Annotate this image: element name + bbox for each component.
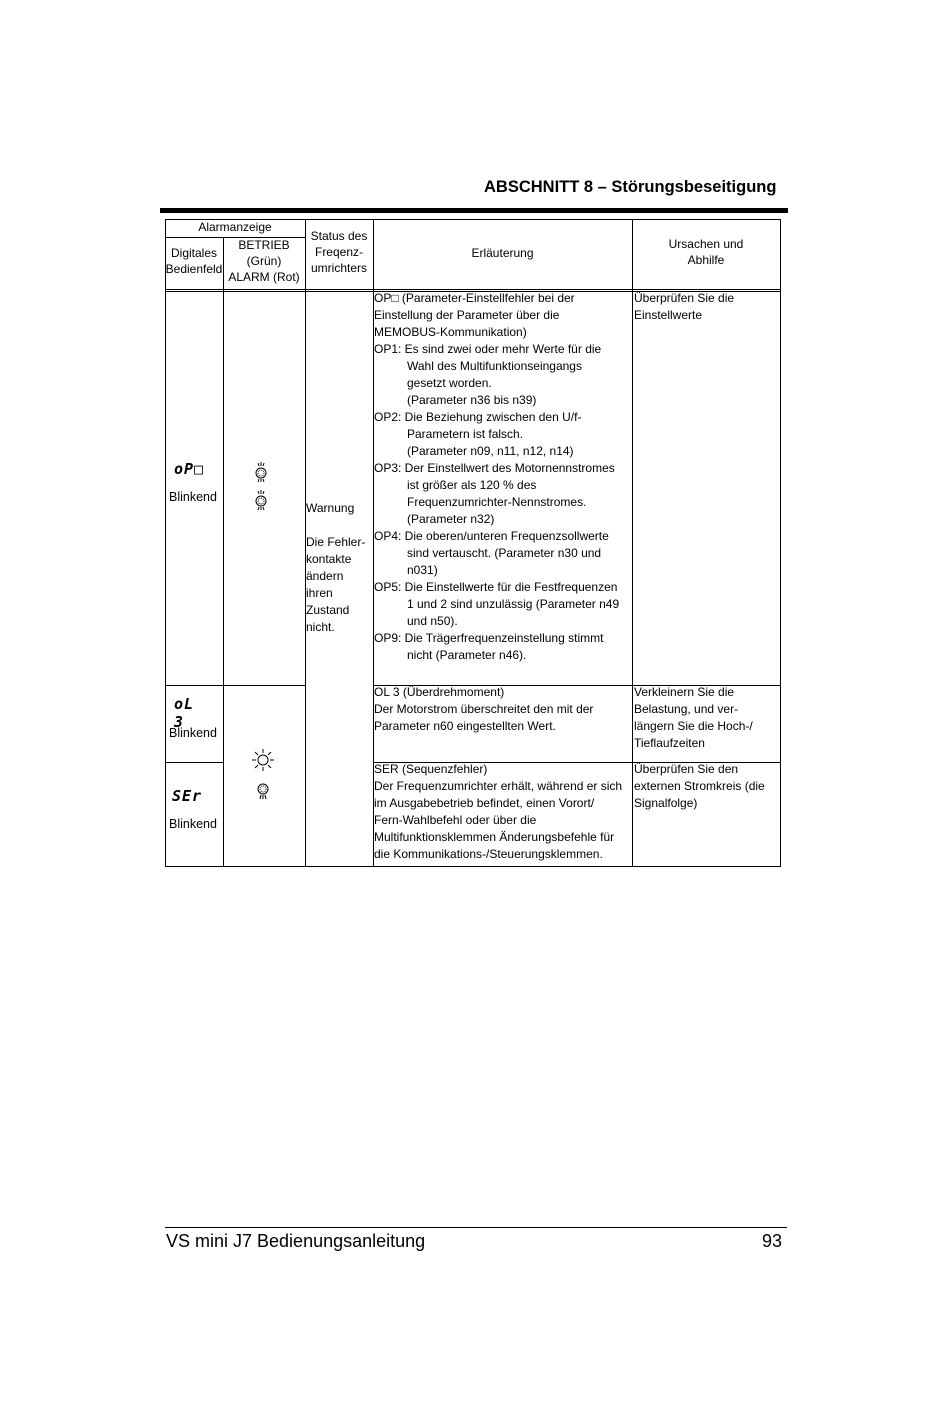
explanation-line: OP2: Die Beziehung zwischen den U/f-: [374, 410, 582, 424]
footer-rule: [165, 1227, 787, 1228]
remedy-cell-ol3: [634, 684, 753, 752]
alarm-display-header: Alarmanzeige: [198, 220, 272, 234]
explanation-line: sind vertauscht. (Parameter n30 und: [407, 546, 602, 560]
remedy-line: Überprüfen Sie den: [634, 762, 739, 776]
remedy-line: Überprüfen Sie die: [634, 291, 735, 305]
explanation-line: OP3: Der Einstellwert des Motornennstromes: [374, 461, 615, 475]
remedy-line: längern Sie die Hoch-/: [634, 719, 753, 733]
remedy-line: Belastung, und ver-: [634, 702, 739, 716]
explanation-line: SER (Sequenzfehler): [374, 762, 488, 776]
explanation-line: n031): [407, 563, 438, 577]
explanation-cell-op: [374, 290, 619, 664]
panel-header-line: Bedienfeld: [165, 262, 223, 276]
explanation-line: Der Frequenzumrichter erhält, während er sich: [374, 779, 623, 793]
status-header-line: Status des: [310, 229, 368, 243]
led-header-line: BETRIEB: [238, 238, 290, 252]
explanation-line: (Parameter n36 bis n39): [407, 393, 537, 407]
explanation-line: Einstellung der Parameter über die: [374, 308, 560, 322]
explanation-line: OP5: Die Einstellwerte für die Festfrequenzen: [374, 580, 618, 594]
display-code-op: oP□: [174, 460, 205, 478]
explanation-line: OP1: Es sind zwei oder mehr Werte für die: [374, 342, 602, 356]
led-blinking-icon: [254, 462, 268, 514]
remedy-header-line: Ursachen und: [668, 237, 744, 251]
status-cell: [306, 500, 365, 636]
explanation-line: (Parameter n32): [407, 512, 495, 526]
explanation-line: OP9: Die Trägerfrequenzeinstellung stimmt: [374, 631, 604, 645]
explanation-line: (Parameter n09, n11, n12, n14): [407, 444, 574, 458]
explanation-line: Wahl des Multifunktionseingangs: [407, 359, 582, 373]
remedy-header-line: Abhilfe: [687, 253, 725, 267]
header-rule: [160, 208, 788, 213]
explanation-line: ist größer als 120 % des: [407, 478, 537, 492]
status-line: Zustand: [306, 603, 350, 617]
remedy-line: Tieflaufzeiten: [634, 736, 705, 750]
led-on-icon: [252, 749, 274, 771]
led-header-line: (Grün): [246, 254, 282, 268]
led-blinking-icon: [256, 781, 270, 805]
remedy-line: Einstellwerte: [634, 308, 703, 322]
led-header-line: ALARM (Rot): [228, 270, 300, 284]
panel-header: [165, 245, 223, 277]
panel-header-line: Digitales: [170, 246, 218, 260]
led-header: [223, 237, 305, 285]
remedy-cell-ser: [634, 761, 765, 812]
status-line: Die Fehler-: [306, 535, 366, 549]
explanation-line: OP□ (Parameter-Einstellfehler bei der: [374, 291, 575, 305]
page-number: 93: [762, 1231, 783, 1251]
explanation-cell-ol3: [374, 684, 593, 735]
explanation-line: nicht (Parameter n46).: [407, 648, 527, 662]
explanation-line: Fern-Wahlbefehl oder über die: [374, 813, 537, 827]
explanation-line: OL 3 (Überdrehmoment): [374, 685, 505, 699]
explanation-line: und n50).: [407, 614, 458, 628]
status-header: [305, 228, 373, 276]
explanation-line: Parameter n60 eingestellten Wert.: [374, 719, 556, 733]
display-code-ser: SEr: [172, 787, 203, 805]
explanation-header: Erläuterung: [471, 246, 534, 260]
display-state-ol3: Blinkend: [169, 726, 217, 740]
remedy-cell-op: [634, 290, 734, 324]
explanation-line: Parametern ist falsch.: [407, 427, 524, 441]
remedy-header: [632, 236, 780, 268]
remedy-line: Signalfolge): [634, 796, 698, 810]
explanation-line: gesetzt worden.: [407, 376, 492, 390]
status-line: ihren: [306, 586, 333, 600]
explanation-line: Frequenzumrichter-Nennstromes.: [407, 495, 587, 509]
row-divider-1a: [165, 685, 305, 686]
explanation-cell-ser: [374, 761, 622, 863]
status-line: [306, 517, 365, 534]
status-line: Warnung: [306, 501, 355, 515]
col-line-5: [780, 219, 781, 867]
section-title: ABSCHNITT 8 – Störungsbeseitigung: [484, 178, 777, 196]
explanation-line: 1 und 2 sind unzulässig (Parameter n49: [407, 597, 620, 611]
status-line: kontakte: [306, 552, 352, 566]
col-line-1: [223, 237, 224, 867]
remedy-line: Verkleinern Sie die: [634, 685, 735, 699]
status-header-line: umrichters: [310, 261, 367, 275]
explanation-line: MEMOBUS-Kommunikation): [374, 325, 527, 339]
manual-title: VS mini J7 Bedienungsanleitung: [166, 1231, 426, 1251]
explanation-line: die Kommunikations-/Steuerungsklemmen.: [374, 847, 603, 861]
display-state-op: Blinkend: [169, 490, 217, 504]
col-line-0: [165, 219, 166, 867]
remedy-line: externen Stromkreis (die: [634, 779, 765, 793]
col-line-4: [632, 219, 633, 867]
status-line: ändern: [306, 569, 344, 583]
status-header-line: Freqenz-: [314, 245, 364, 259]
status-line: nicht.: [306, 620, 335, 634]
display-code-ol3: oL 3: [174, 695, 195, 731]
display-state-ser: Blinkend: [169, 817, 217, 831]
explanation-line: im Ausgabebetrieb befindet, einen Vorort/: [374, 796, 595, 810]
table-bottom-border: [165, 866, 781, 867]
row-divider-2a: [165, 762, 224, 763]
explanation-line: OP4: Die oberen/unteren Frequenzsollwerte: [374, 529, 609, 543]
explanation-line: Der Motorstrom überschreitet den mit der: [374, 702, 594, 716]
explanation-line: Multifunktionsklemmen Änderungsbefehle für: [374, 830, 615, 844]
